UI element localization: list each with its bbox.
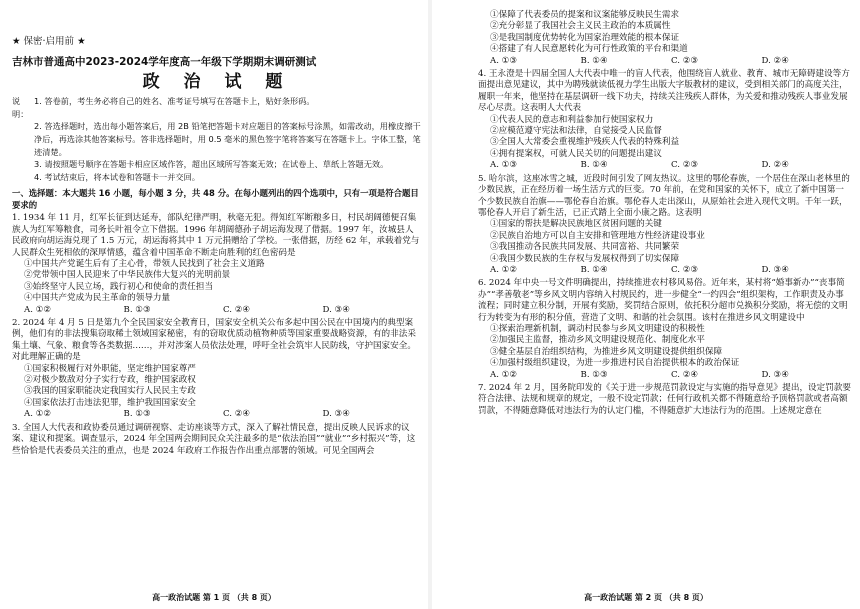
choice-a: A. ①② (490, 264, 518, 275)
statement-option: ①保障了代表委员的提案和议案能够反映民生需求 (490, 10, 680, 20)
choice-b: B. ①④ (580, 160, 608, 171)
question-stem: 4. 王永澄是十四届全国人大代表中唯一的盲人代表，他围绕盲人就业、教育、城市无障碍建设等方面提出意见建议，其中为聘残就读低视力学生出版大字版教材的建议，受到相关部门的高度关注，履职一年来，他坚持在基层调研一线下功夫，持续关注残疾人群体，为关爱和推动残疾人事业发展尽心尽责。这表明人大代表 (478, 69, 850, 114)
instruction-item (12, 120, 422, 158)
choice-c: C. ②③ (671, 55, 699, 66)
choice-b: B. ①③ (123, 409, 151, 420)
statement-option: ③健全基层自治组织结构，为推进乡风文明建设提供组织保障 (490, 346, 723, 357)
statement-option: ②对极少数敌对分子实行专政，维护国家政权 (24, 375, 196, 386)
answer-choices (478, 56, 852, 67)
statement-option: ②党带领中国人民迎来了中华民族伟大复兴的光明前景 (24, 270, 231, 281)
question-2 (12, 318, 422, 421)
choice-a: A. ①② (490, 369, 518, 380)
instructions (12, 95, 422, 183)
statement-option: ③是我国制度优势转化为国家治理效能的根本保证 (490, 32, 680, 43)
question-stem: 5. 哈尔滨，这座冰雪之城，近段时间引发了网友热议。这里的鄂伦春族，一个居住在深山老林里的少数民族，正在经历着一场生活方式的巨变。70 年前，在党和国家的关怀下，成立了新中国第一个少数民族自治旗——鄂伦春自治旗。鄂伦春人走出深山，从原始社会进入现代文明。千年一跃，鄂伦春人开启了新生活，已正式踏上全面小康之路。这表明 (478, 173, 850, 218)
statement-option: ①代表人民的意志和利益参加行使国家权力 (490, 114, 654, 125)
choice-c: C. ②③ (671, 160, 699, 171)
choice-d: D. ③④ (322, 304, 350, 315)
question-6 (478, 278, 852, 381)
statement-option: ①国家积极履行对外职能，坚定维护国家尊严 (24, 363, 196, 374)
answer-choices (12, 305, 422, 316)
instruction-text: 1. 答卷前，考生务必将自己的姓名、准考证号填写在答题卡上，贴好条形码。 (34, 96, 315, 107)
page-1-content (12, 10, 422, 457)
exam-page-1 (0, 0, 428, 609)
question-stem: 7. 2024 年 2 月，国务院印发的《关于进一步规范罚款设定与实施的指导意见》提出，设定罚款要符合法律、法规和规章的规定，一般不设定罚款；任何行政机关都不得随意给予顶格罚款或者高额罚款，不得随意降低对违法行为的认定门槛，不得随意扩大违法行为的范围。上述规定意在 (478, 383, 852, 416)
statement-option: ②加强民主监督，推动乡风文明建设规范化、制度化水平 (490, 335, 705, 346)
statement-option: ①国家的帮扶是解决民族地区贫困问题的关键 (490, 219, 662, 230)
choice-a: A. ①② (24, 304, 52, 315)
question-1 (12, 213, 422, 316)
answer-choices (478, 265, 852, 276)
choice-a: A. ①③ (490, 55, 518, 66)
statement-option: ①中国共产党诞生后有了主心骨，带领人民找到了社会主义道路 (24, 259, 265, 269)
statement-option: ②应模范遵守宪法和法律，自觉接受人民监督 (490, 126, 662, 137)
choice-c: C. ②③ (671, 264, 699, 275)
choice-a: A. ①② (24, 409, 52, 420)
statement-option: ④我国少数民族的生存权与发展权得到了切实保障 (490, 253, 680, 264)
choice-b: B. ①③ (123, 304, 151, 315)
instruction-item (12, 158, 422, 171)
page-footer: 高一政治试题 第 2 页 （共 8 页） (584, 592, 708, 602)
choice-b: B. ①③ (580, 369, 608, 380)
statement-option: ②民族自治地方可以自主安排和管理地方性经济建设事业 (490, 230, 705, 241)
question-4 (478, 69, 852, 172)
question-3 (12, 423, 422, 457)
instruction-text: 3. 请按照题号顺序在答题卡相应区域作答，超出区域所写答案无效；在试卷上、草纸上答题无效。 (34, 159, 389, 170)
question-5 (478, 174, 852, 277)
statement-option: ③始终坚守人民立场，践行初心和使命的责任担当 (24, 281, 214, 292)
statement-option: ④搭建了有人民意愿转化为可行性政策的平台和渠道 (490, 44, 688, 55)
choice-d: D. ③④ (761, 264, 789, 275)
exam-page-2 (432, 0, 860, 609)
instruction-item (12, 95, 422, 120)
statement-option: ①探索治理新机制，调动村民参与乡风文明建设的积极性 (490, 323, 705, 334)
choice-d: D. ②④ (761, 160, 789, 171)
statement-option: ②充分彰显了我国社会主义民主政治的本质属性 (490, 21, 671, 32)
question-7 (478, 383, 852, 417)
exam-title: 政 治 试 题 (142, 71, 292, 92)
exam-subtitle: 吉林市普通高中2023-2024学年度高一年级下学期期末调研测试 (12, 56, 317, 69)
choice-b: B. ①④ (580, 55, 608, 66)
question-3-continued (478, 10, 852, 67)
question-stem: 1. 1934 年 11 月，红军长征到达延寿，部队纪律严明，秋毫无犯。得知红军断粮多日，村民胡阔德便召集族人为红军筹粮食，司务长叶祖令立下借据。1996 年胡阔德孙子胡运海发现了借据。1997 年，汝城县人民政府向胡运海兑现了 1.5 万元，胡运海将其中 1 万元捐赠给了学校。一张借据，历经 62 年，承载着党与人民群众生死相依的深厚情感，蕴含着中国革命不断走向胜利的红色密码是 (12, 213, 420, 258)
confidential-label: ★ 保密·启用前 ★ (12, 36, 86, 47)
instruction-text: 2. 答选择题时，选出每小题答案后，用 2B 铅笔把答题卡对应题目的答案标号涂黑，如需改动，用橡皮擦干净后，再选涂其他答案标号。答非选择题时，用 0.5 毫米的黑色签字笔将答案写在答题卡上。字体工整，笔迹清楚。 (34, 121, 421, 157)
statement-option: ③我国的国家职能决定我国实行人民民主专政 (24, 386, 196, 397)
choice-b: B. ①④ (580, 264, 608, 275)
question-stem: 2. 2024 年 4 月 5 日是第九个全民国家安全教育日，国家安全机关公布多起中国公民在中国境内的典型案例，他们有的非法搜集窃取稀土领域国家秘密，有的窃取优质动植物种质等国家重要战略资源，有的非法采集土壤、气象、粮食等各类数据……，并对涉案人员依法处理，呼吁全社会筑牢人民防线，守护国家安全。对此理解正确的是 (12, 318, 416, 363)
choice-d: D. ③④ (761, 369, 789, 380)
statement-option: ④加强村级组织建设，为进一步推进村民自治提供根本的政治保证 (490, 358, 740, 369)
page-footer: 高一政治试题 第 1 页 （共 8 页） (152, 592, 276, 602)
statement-option: ③我国推动各民族共同发展、共同富裕、共同繁荣 (490, 242, 680, 253)
answer-choices (478, 370, 852, 381)
instruction-text: 4. 考试结束后，将本试卷和答题卡一并交回。 (34, 171, 200, 182)
answer-choices (12, 409, 422, 420)
choice-d: D. ②④ (761, 55, 789, 66)
choice-c: C. ②④ (223, 304, 251, 315)
instructions-label: 说明： (12, 96, 29, 119)
question-stem: 6. 2024 年中央一号文件明确提出，持续推进农村移风易俗。近年来，某村将“婚事新办”“丧事简办”“孝善敬老”等乡风文明内容纳入村规民约，进一步健全“一约四会”组织架构，工作职责及办事流程；同时建立积分制，开展有奖励，奖罚结合原则，依托积分超市兑换积分奖励，将无偿的文明行为转变为有形的积分值，营造了文明、和谐的社会氛围。该村在推进乡风文明建设中 (478, 278, 848, 323)
statement-option: ④国家依法打击违法犯罪，维护我国国家安全 (24, 397, 196, 408)
instruction-item (12, 171, 422, 184)
statement-option: ③全国人大常委会重视维护残疾人代表的特殊利益 (490, 137, 680, 148)
question-stem: 3. 全国人大代表和政协委员通过调研视察、走访座谈等方式，深入了解社情民意，提出反映人民诉求的议案、建议和提案。调查显示，2024 年全国两会期间民众关注最多的是“依法治国”“就业”“乡村振兴”等，这些恰恰是代表委员关注的重点，也是 2024 年政府工作报告作出重点部署的领域。可见全国两会 (12, 422, 416, 456)
page-2-content (478, 8, 852, 417)
choice-c: C. ②④ (671, 369, 699, 380)
answer-choices (478, 160, 852, 171)
section-heading: 一、选择题：本大题共 16 小题，每小题 3 分，共 48 分。在每小题列出的四个选项中，只有一项是符合题目要求的 (12, 188, 419, 211)
choice-c: C. ②④ (223, 409, 251, 420)
statement-option: ④拥有提案权，可就人民关切的问题提出建议 (490, 148, 662, 159)
statement-option: ④中国共产党成为民主革命的领导力量 (24, 293, 171, 304)
choice-d: D. ③④ (322, 409, 350, 420)
choice-a: A. ①③ (490, 160, 518, 171)
